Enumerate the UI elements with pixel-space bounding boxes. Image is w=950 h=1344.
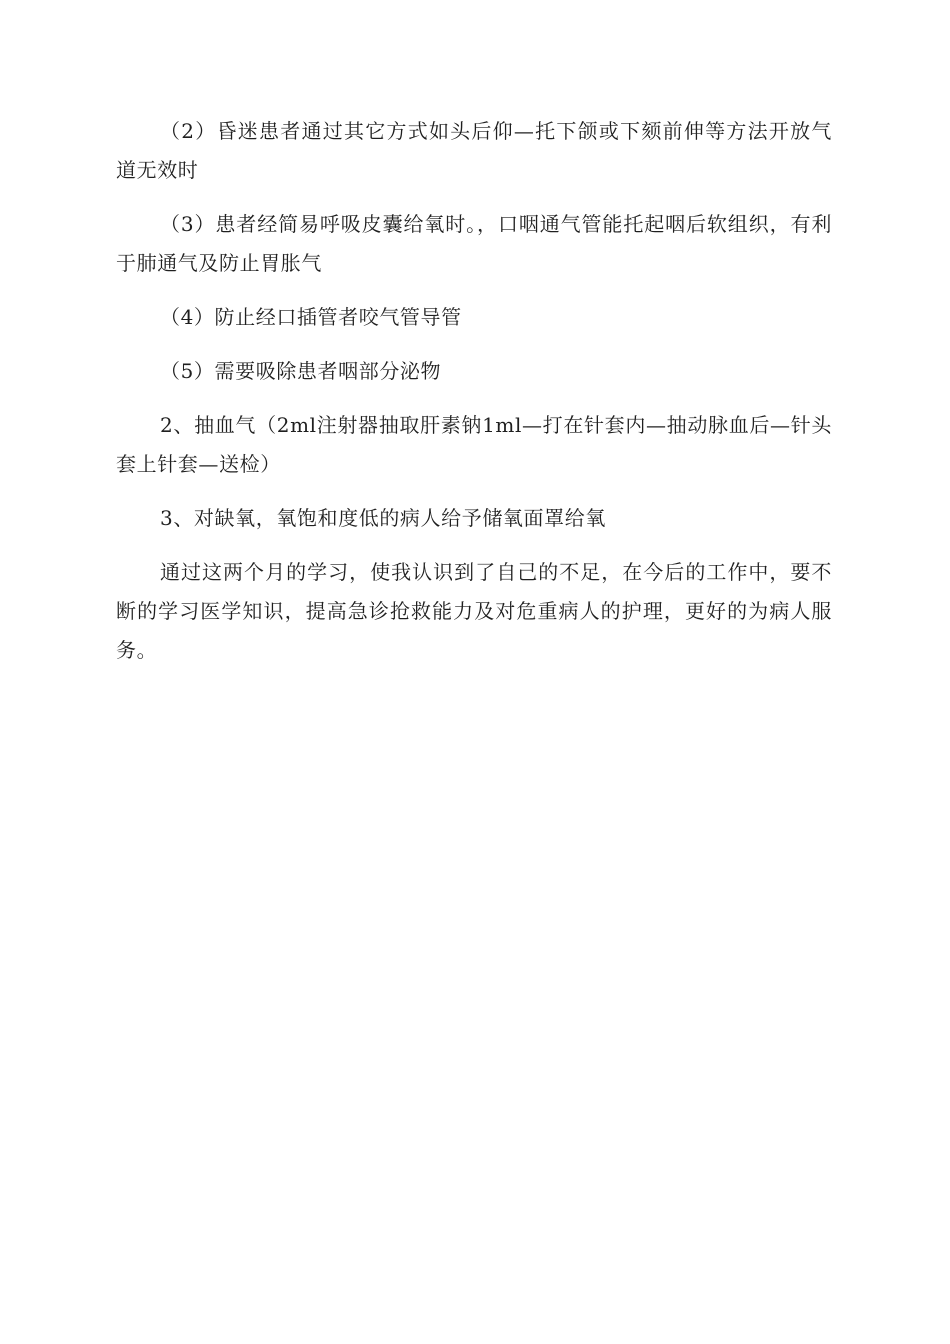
paragraph-oxygen-mask: 3、对缺氧，氧饱和度低的病人给予储氧面罩给氧 — [160, 506, 606, 530]
paragraph-item-4-prevent-bite: （4）防止经口插管者咬气管导管 — [160, 305, 462, 329]
paragraph-item-2-airway: （2）昏迷患者通过其它方式如头后仰—托下颌或下颏前伸等方法开放气道无效时 — [116, 119, 832, 182]
paragraph-item-3-bag-ventilation: （3）患者经简易呼吸皮囊给氧时。，口咽通气管能托起咽后软组织，有利于肺通气及防止胃胀气 — [116, 212, 832, 275]
paragraph-item-5-suction: （5）需要吸除患者咽部分泌物 — [160, 359, 442, 383]
paragraph-conclusion: 通过这两个月的学习，使我认识到了自己的不足，在今后的工作中，要不断的学习医学知识，提高急诊抢救能力及对危重病人的护理，更好的为病人服务。 — [116, 560, 832, 662]
document-body — [116, 112, 832, 685]
paragraph-blood-gas: 2、抽血气（2ml注射器抽取肝素钠1ml—打在针套内—抽动脉血后—针头套上针套—送检） — [116, 413, 832, 476]
